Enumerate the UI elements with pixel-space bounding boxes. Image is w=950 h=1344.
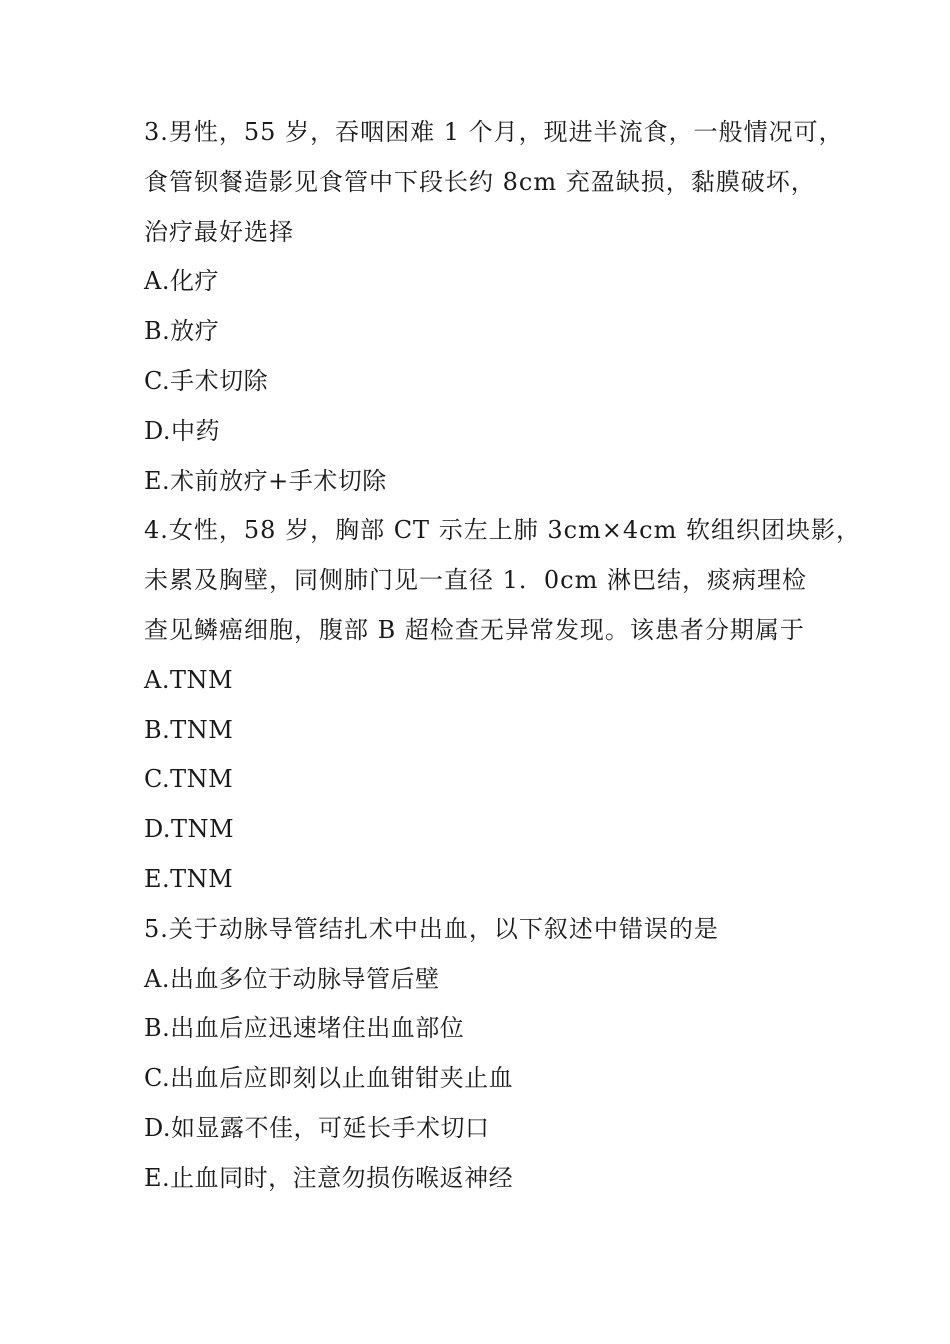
option-a: A.化疗	[144, 267, 219, 296]
option-d: D.中药	[144, 416, 221, 445]
option-b: B.TNM	[144, 715, 234, 744]
option-b: B.放疗	[144, 317, 220, 346]
option-a: A.出血多位于动脉导管后壁	[144, 964, 440, 993]
option-c: C.手术切除	[144, 366, 269, 395]
option-c: C.TNM	[144, 765, 234, 794]
question-stem	[144, 108, 844, 257]
option-d: D.TNM	[144, 815, 235, 844]
stem-line: 未累及胸壁，同侧肺门见一直径 1．0cm 淋巴结，痰病理检	[144, 566, 807, 595]
question-stem	[144, 905, 824, 955]
question-5	[144, 905, 824, 1204]
option-b: B.出血后应迅速堵住出血部位	[144, 1014, 465, 1043]
stem-line: 5.关于动脉导管结扎术中出血，以下叙述中错误的是	[144, 914, 719, 943]
stem-line: 3.男性，55 岁，吞咽困难 1 个月，现进半流食，一般情况可，	[144, 118, 844, 146]
option-e: E.术前放疗+手术切除	[144, 466, 387, 495]
option-a: A.TNM	[144, 665, 234, 694]
stem-line: 4.女性，58 岁，胸部 CT 示左上肺 3cm×4cm 软组织团块影，	[144, 516, 861, 545]
document-page	[144, 108, 861, 1204]
question-stem	[144, 506, 861, 655]
option-c: C.出血后应即刻以止血钳钳夹止血	[144, 1064, 514, 1093]
question-4	[144, 506, 861, 904]
option-d: D.如显露不佳，可延长手术切口	[144, 1113, 490, 1142]
stem-line: 查见鳞癌细胞，腹部 B 超检查无异常发现。该患者分期属于	[144, 615, 805, 644]
question-3	[144, 108, 844, 506]
stem-line: 治疗最好选择	[144, 217, 294, 246]
option-e: E.TNM	[144, 864, 234, 893]
stem-line: 食管钡餐造影见食管中下段长约 8cm 充盈缺损，黏膜破坏，	[144, 167, 816, 196]
option-e: E.止血同时，注意勿损伤喉返神经	[144, 1163, 514, 1192]
